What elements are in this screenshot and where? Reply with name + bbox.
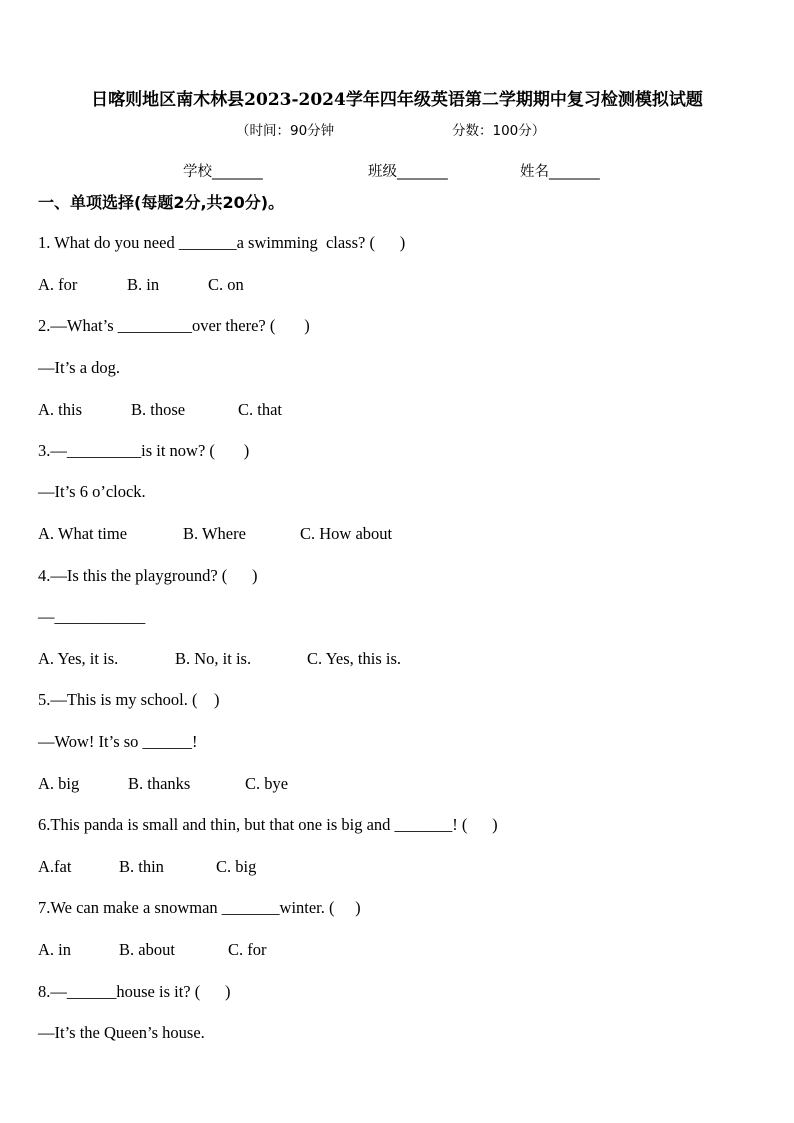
section-heading: 一、单项选择(每题2分,共20分)。 xyxy=(38,193,285,212)
option-b: B. No, it is. xyxy=(175,649,252,668)
option-b: B. those xyxy=(131,400,186,419)
question-5-answer: —Wow! It’s so ______! xyxy=(38,732,198,751)
option-a: A. What time xyxy=(38,524,128,543)
question-4-text: 4.—Is this the playground? ( ) xyxy=(38,566,258,585)
school-field: 学校_______ xyxy=(183,164,263,180)
question-4-answer: —___________ xyxy=(38,607,146,626)
question-1-text: 1. What do you need _______a swimming class? ( ) xyxy=(38,233,406,252)
exam-time: （时间：90分钟 xyxy=(236,123,335,139)
question-6-text: 6.This panda is small and thin, but that one is big and _______! ( ) xyxy=(38,815,498,834)
question-5-text: 5.—This is my school. ( ) xyxy=(38,690,220,709)
option-a: A. for xyxy=(38,275,78,294)
option-a: A. in xyxy=(38,940,71,959)
option-a: A. big xyxy=(38,774,80,793)
question-2-text: 2.—What’s _________over there? ( ) xyxy=(38,316,310,335)
option-c: C. for xyxy=(228,940,267,959)
option-c: C. on xyxy=(208,275,244,294)
option-b: B. Where xyxy=(183,524,246,543)
name-field: 姓名_______ xyxy=(520,164,600,180)
exam-score: 分数：100分） xyxy=(452,123,546,139)
option-c: C. that xyxy=(238,400,282,419)
question-8-text: 8.—______house is it? ( ) xyxy=(38,982,231,1001)
class-field: 班级_______ xyxy=(368,164,448,180)
option-c: C. How about xyxy=(300,524,393,543)
option-a: A. Yes, it is. xyxy=(38,649,119,668)
option-a: A. this xyxy=(38,400,83,419)
question-2-answer: —It’s a dog. xyxy=(38,358,121,377)
question-7-text: 7.We can make a snowman _______winter. ( ) xyxy=(38,898,361,917)
option-c: C. Yes, this is. xyxy=(307,649,401,668)
option-b: B. about xyxy=(119,940,175,959)
option-b: B. thin xyxy=(119,857,164,876)
question-3-answer: —It’s 6 o’clock. xyxy=(38,482,146,501)
question-8-answer: —It’s the Queen’s house. xyxy=(38,1023,205,1042)
option-a: A.fat xyxy=(38,857,72,876)
exam-title: 日喀则地区南木林县2023-2024学年四年级英语第二学期期中复习检测模拟试题 xyxy=(91,90,703,110)
option-c: C. big xyxy=(216,857,257,876)
question-3-text: 3.—_________is it now? ( ) xyxy=(38,441,250,460)
option-c: C. bye xyxy=(245,774,289,793)
option-b: B. thanks xyxy=(128,774,191,793)
option-b: B. in xyxy=(127,275,160,294)
